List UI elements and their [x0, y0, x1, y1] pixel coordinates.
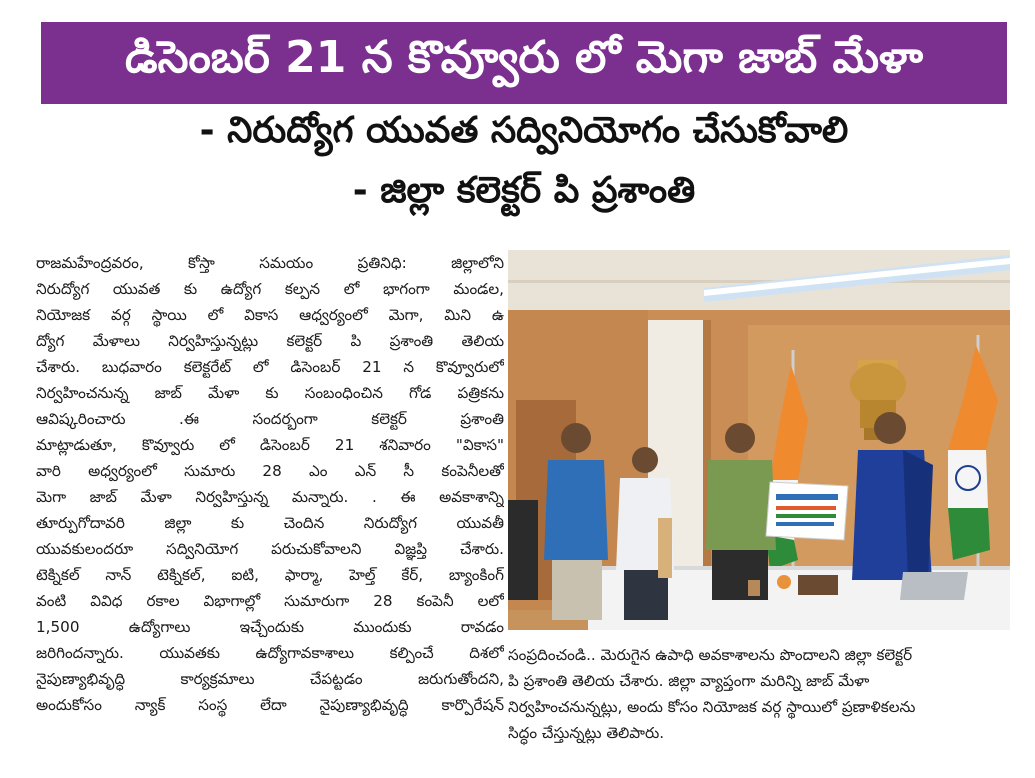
article-line: నియోజక వర్గ స్థాయి లో వికాస ఆధ్వర్యంలో మెగా, మిని ఉ [36, 306, 504, 324]
article-line: వారి అధ్వర్యంలో సుమారు 28 ఎం ఎన్ సీ కంపెనీలతో [36, 462, 504, 480]
article-line: మెగా జాబ్ మేళా నిర్వహిస్తున్న మన్నారు. . ఈ అవకాశాన్ని [36, 488, 504, 506]
article-continuation [508, 642, 1010, 746]
article-line: తూర్పుగోదావరి జిల్లా కు చెందిన నిరుద్యోగ యువతీ [36, 514, 504, 532]
subheadline-1: - నిరుద్యోగ యువత సద్వినియోగం చేసుకోవాలి [199, 110, 849, 151]
article-line: చేశారు. బుధవారం కలెక్టరేట్ లో డిసెంబర్ 21 న కొవ్వూరులో [36, 358, 504, 376]
news-photo [508, 250, 1010, 630]
headline-banner [41, 22, 1007, 104]
article-line: మాట్లాడుతూ, కొవ్వూరు లో డిసెంబర్ 21 శనివారం "వికాస" [36, 436, 504, 454]
headline-title: డిసెంబర్ 21 న కొవ్వూరు లో మెగా జాబ్ మేళా [125, 32, 923, 83]
article-line: నిర్వహించనున్నట్లు, అందు కోసం నియోజక వర్గ స్థాయిలో ప్రణాళికలను [508, 698, 916, 716]
article-line: యువకులందరూ సద్వినియోగ పరుచుకోవాలని విజ్ఞప్తి చేశారు. [36, 540, 504, 558]
article-line: ఆవిష్కరించారు .ఈ సందర్బంగా కలెక్టర్ ప్రశాంతి [36, 410, 504, 428]
article-line: 1,500 ఉద్యోగాలు ఇచ్చేందుకు ముందుకు రావడం [36, 618, 504, 636]
article-body [36, 250, 504, 718]
article-line: సంప్రదించండి.. మెరుగైన ఉపాధి అవకాశాలను పొందాలని జిల్లా కలెక్టర్ [508, 646, 913, 664]
article-line: వంటి వివిధ రకాల విభాగాల్లో సుమారుగా 28 కంపెనీ లలో [36, 592, 504, 610]
article-line: నైపుణ్యాభివృద్ధి కార్యక్రమాలు చేపట్టడం జరుగుతోందని, [36, 670, 504, 688]
article-line: అందుకోసం న్యాక్ సంస్థ లేదా నైపుణ్యాభివృద్ధి కార్పొరేషన్ [36, 696, 504, 714]
article-line: సిద్ధం చేస్తున్నట్లు తెలిపారు. [508, 724, 665, 742]
article-line: ద్యోగ మేళాలు నిర్వహిస్తున్నట్లు కలెక్టర్ పి ప్రశాంతి తెలియ [36, 332, 504, 350]
article-line: టెక్నికల్ నాన్ టెక్నికల్, ఐటి, ఫార్మా, హెల్త్ కేర్, బ్యాంకింగ్ [36, 566, 504, 584]
article-line: పి ప్రశాంతి తెలియ చేశారు. జిల్లా వ్యాప్తంగా మరిన్ని జాబ్ మేళా [508, 672, 870, 690]
article-line: జరిగిందన్నారు. యువతకు ఉద్యోగావకాశాలు కల్పించే దిశలో [36, 644, 504, 662]
article-line: రాజమహేంద్రవరం, కోస్తా సమయం ప్రతినిధి: జిల్లాలోని [36, 254, 504, 272]
article-line: నిరుద్యోగ యువత కు ఉద్యోగ కల్పన లో భాగంగా మండల, [36, 280, 504, 298]
article-line: నిర్వహించనున్న జాబ్ మేళా కు సంబంధించిన గోడ పత్రికను [36, 384, 504, 402]
job-mela-poster [766, 482, 848, 540]
subheadline-2: - జిల్లా కలెక్టర్ పి ప్రశాంతి [352, 170, 696, 211]
